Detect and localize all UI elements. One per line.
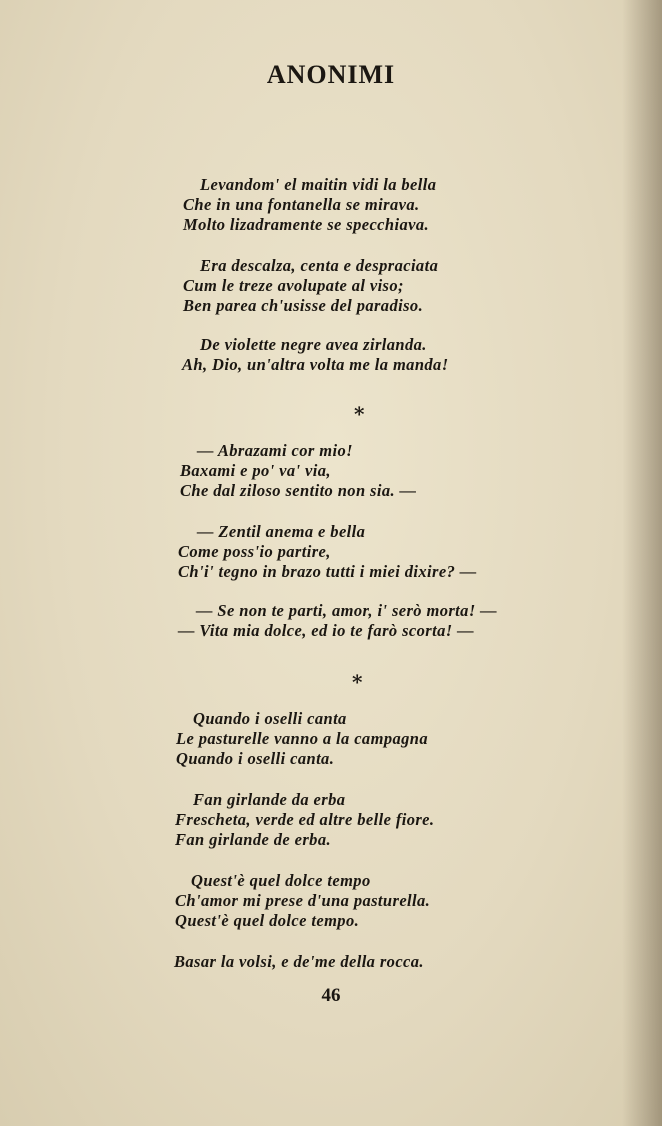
section-separator: * bbox=[352, 670, 363, 694]
page-title: ANONIMI bbox=[266, 60, 396, 89]
verse-line: Quest'è quel dolce tempo. bbox=[175, 911, 360, 930]
verse-line: De violette negre avea zirlanda. bbox=[200, 335, 427, 354]
verse-line: Baxami e po' va' via, bbox=[180, 461, 331, 480]
verse-line: — Vita mia dolce, ed io te farò scorta! — bbox=[178, 621, 474, 640]
verse-line: — Zentil anema e bella bbox=[197, 522, 366, 541]
verse-line: Che dal ziloso sentito non sia. — bbox=[180, 481, 417, 500]
verse-line: Quando i oselli canta bbox=[193, 709, 347, 728]
verse-line: Fan girlande de erba. bbox=[175, 830, 331, 849]
verse-line: Levandom' el maitin vidi la bella bbox=[200, 175, 437, 194]
verse-line: Basar la volsi, e de'me della rocca. bbox=[174, 952, 424, 971]
verse-line: Quando i oselli canta. bbox=[176, 749, 335, 768]
verse-line: Ah, Dio, un'altra volta me la manda! bbox=[182, 355, 449, 374]
verse-line: Le pasturelle vanno a la campagna bbox=[176, 729, 428, 748]
verse-line: Fan girlande da erba bbox=[193, 790, 346, 809]
verse-line: — Se non te parti, amor, i' serò morta! — bbox=[196, 601, 498, 620]
verse-line: Ben parea ch'usisse del paradiso. bbox=[183, 296, 424, 315]
page-number: 46 bbox=[321, 985, 341, 1006]
verse-line: Che in una fontanella se mirava. bbox=[183, 195, 420, 214]
section-separator: * bbox=[354, 402, 365, 426]
verse-line: Ch'i' tegno in brazo tutti i miei dixire? — bbox=[178, 562, 477, 581]
verse-line: Come poss'io partire, bbox=[178, 542, 331, 561]
verse-line: Ch'amor mi prese d'una pasturella. bbox=[175, 891, 431, 910]
verse-line: Frescheta, verde ed altre belle fiore. bbox=[175, 810, 435, 829]
verse-line: Molto lizadramente se specchiava. bbox=[183, 215, 430, 234]
page-gutter-shadow bbox=[622, 0, 662, 1126]
verse-line: — Abrazami cor mio! bbox=[197, 441, 353, 460]
verse-line: Cum le treze avolupate al viso; bbox=[183, 276, 404, 295]
verse-line: Quest'è quel dolce tempo bbox=[191, 871, 371, 890]
verse-line: Era descalza, centa e despraciata bbox=[200, 256, 439, 275]
